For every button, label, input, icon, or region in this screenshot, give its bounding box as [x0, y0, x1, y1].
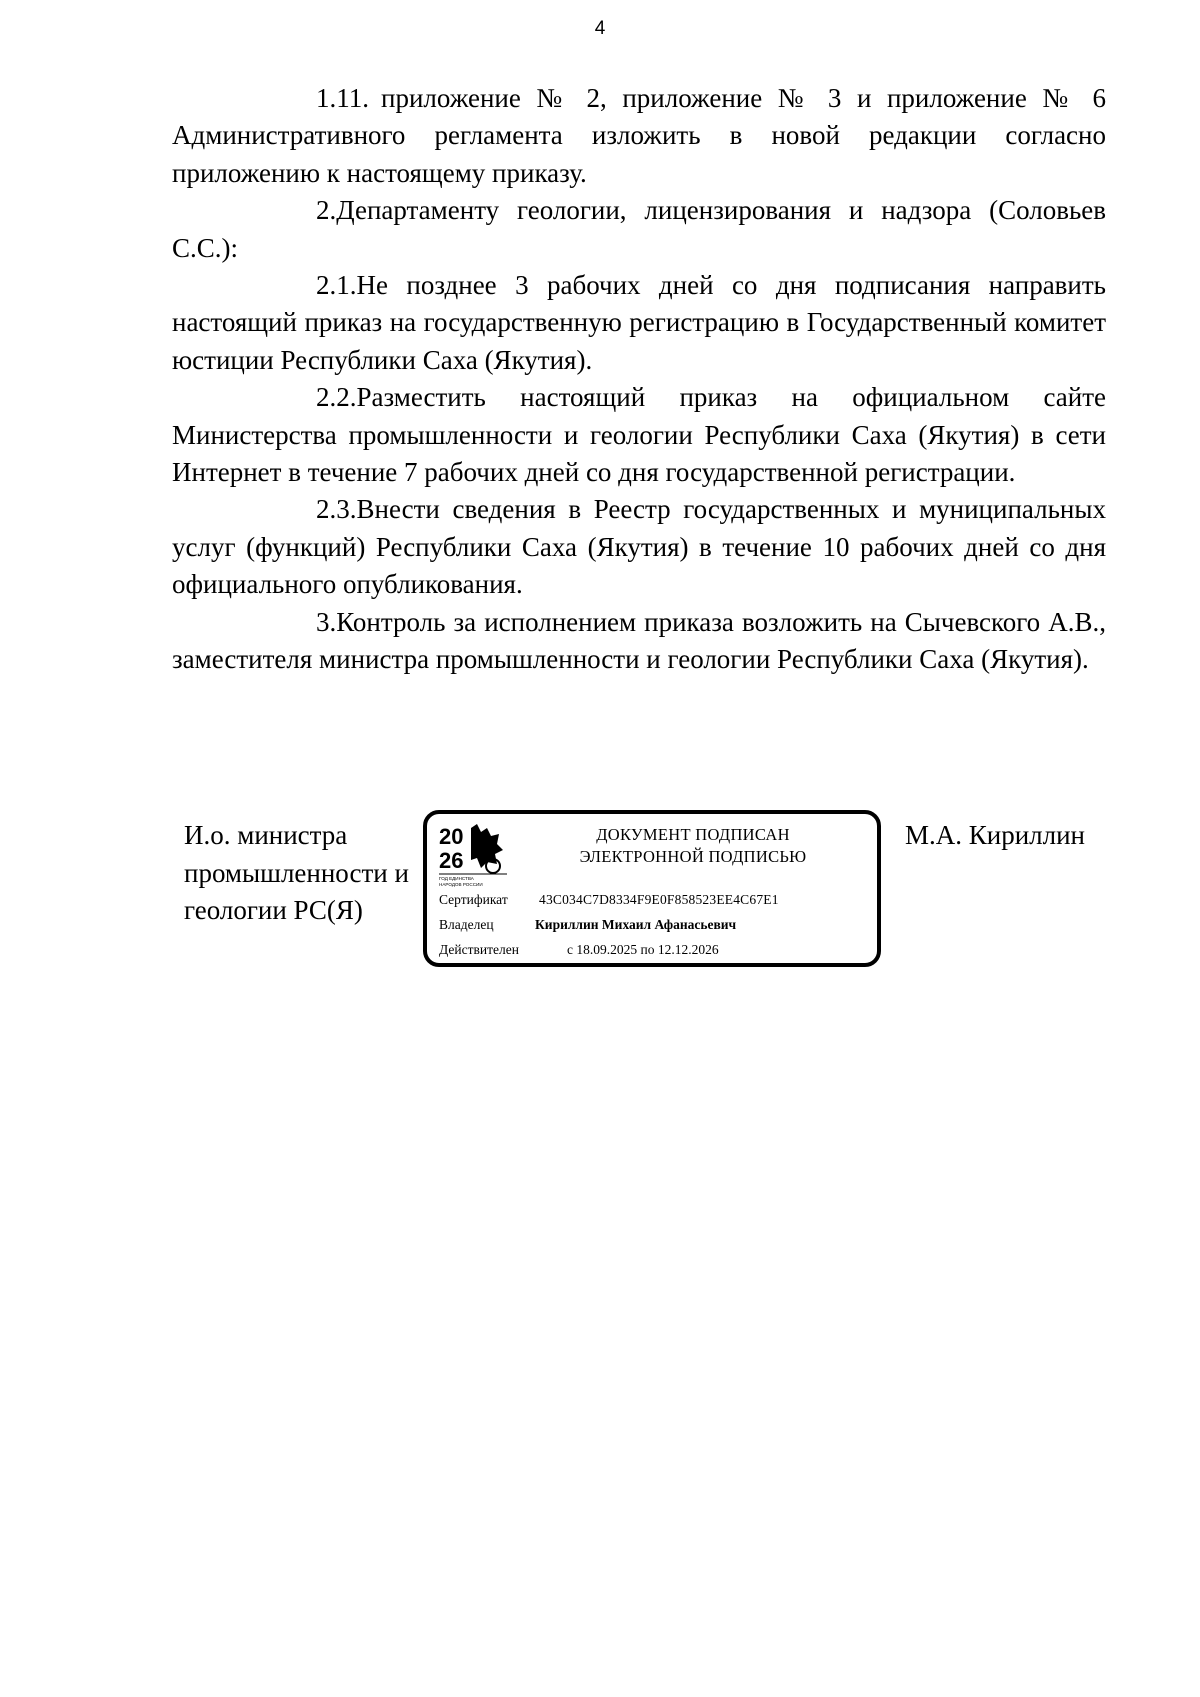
- validity-value: с 18.09.2025 по 12.12.2026: [567, 942, 719, 957]
- stamp-title: [523, 824, 863, 868]
- paragraph-3: [172, 604, 1106, 679]
- owner-value: Кириллин Михаил Афанасьевич: [535, 917, 737, 932]
- page-number: 4: [594, 18, 606, 39]
- paragraph-text: Разместить настоящий приказ на официальном сайте Министерства промышленности и геологии Республики Саха (Якутия) в сети Интернет в течение 7 рабочих дней со дня государственной регистрации.: [172, 382, 1106, 488]
- certificate-label: Сертификат: [439, 892, 508, 907]
- validity-label: Действителен: [439, 942, 519, 957]
- position-line: И.о. министра: [184, 820, 348, 850]
- validity-row: [439, 942, 719, 958]
- paragraph-number: 1.11.: [316, 83, 369, 113]
- certificate-value: 43C034C7D8334F9E0F858523EE4C67E1: [539, 892, 779, 907]
- paragraph-2-1: [172, 267, 1106, 379]
- paragraph-text: Контроль за исполнением приказа возложить на Сычевского А.В., заместителя министра промышленности и геологии Республики Саха (Якутия).: [172, 606, 1106, 675]
- position-line: геологии РС(Я): [184, 895, 363, 925]
- signatory-position: [184, 817, 409, 930]
- paragraph-2: [172, 192, 1106, 267]
- owner-row: [439, 917, 737, 933]
- document-body: [172, 80, 1106, 679]
- position-line: промышленности и: [184, 857, 409, 888]
- paragraph-number: 2.2.: [316, 382, 357, 413]
- year-of-unity-logo-icon: [437, 822, 511, 890]
- paragraph-number: 3.: [316, 606, 337, 637]
- stamp-title-line: ДОКУМЕНТ ПОДПИСАН: [596, 825, 790, 844]
- paragraph-number: 2.1.: [316, 270, 357, 301]
- paragraph-text: Департаменту геологии, лицензирования и надзора (Соловьев С.С.):: [172, 195, 1106, 263]
- paragraph-text: приложение № 2, приложение № 3 и приложение № 6 Административного регламента изложить в новой редакции согласно приложению к настоящему приказу.: [172, 83, 1106, 188]
- paragraph-text: Внести сведения в Реестр государственных и муниципальных услуг (функций) Республики Саха (Якутия) в течение 10 рабочих дней со дня официального опубликования.: [172, 494, 1106, 600]
- svg-text:20: 20: [439, 824, 464, 849]
- paragraph-1-11: [172, 80, 1106, 192]
- stamp-title-line: ЭЛЕКТРОННОЙ ПОДПИСЬЮ: [579, 847, 807, 866]
- signatory-name: М.А. Кириллин: [905, 820, 1086, 850]
- owner-label: Владелец: [439, 917, 494, 932]
- svg-text:НАРОДОВ РОССИИ: НАРОДОВ РОССИИ: [439, 882, 483, 887]
- svg-text:26: 26: [439, 848, 464, 873]
- paragraph-2-2: [172, 379, 1106, 491]
- certificate-row: [439, 892, 779, 908]
- paragraph-text: Не позднее 3 рабочих дней со дня подписания направить настоящий приказ на государственную регистрацию в Государственный комитет юстиции Республики Саха (Якутия).: [172, 270, 1106, 375]
- electronic-signature-stamp: [423, 810, 881, 967]
- paragraph-number: 2.: [316, 195, 337, 226]
- svg-text:ГОД ЕДИНСТВА: ГОД ЕДИНСТВА: [439, 876, 474, 881]
- paragraph-number: 2.3.: [316, 494, 357, 525]
- paragraph-2-3: [172, 491, 1106, 603]
